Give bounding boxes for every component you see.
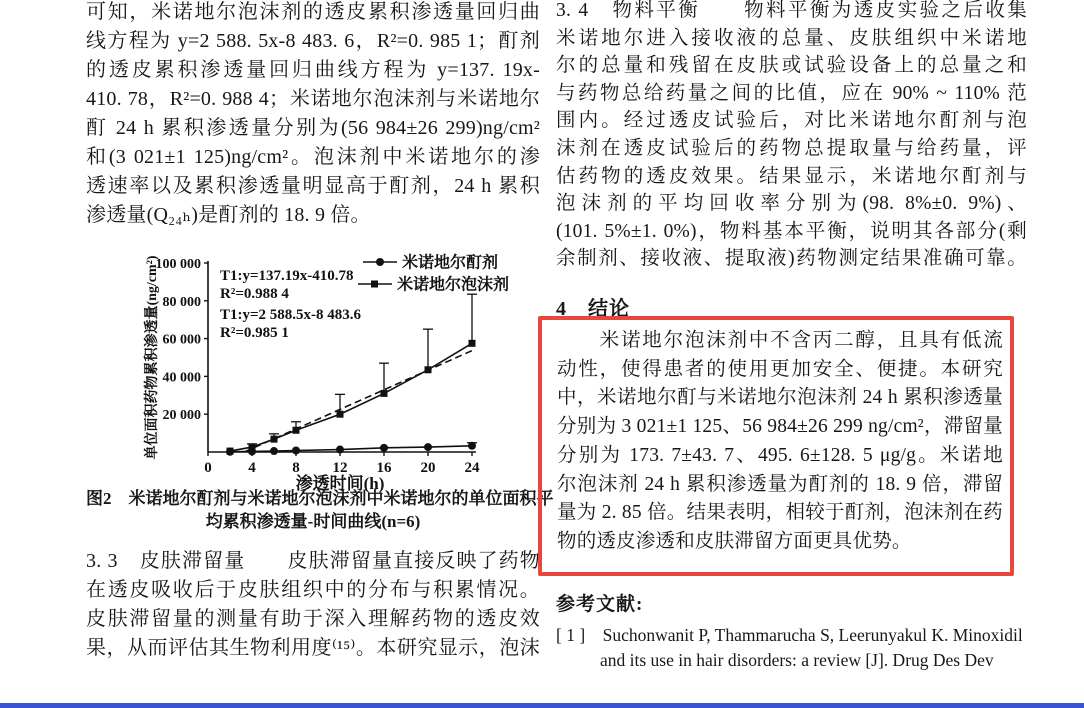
svg-text:0: 0 bbox=[204, 460, 212, 476]
text-line: 透速率以及累积渗透量明显高于酊剂，24 h 累积 bbox=[86, 175, 540, 197]
section-3-3-paragraph bbox=[86, 547, 540, 663]
text-line: 的透皮累积渗透量回归曲线方程为 y=137. 19x- bbox=[86, 59, 540, 81]
bottom-accent-bar bbox=[0, 703, 1084, 708]
text-line: 3. 3 皮肤滞留量 皮肤滞留量直接反映了药物 bbox=[86, 550, 540, 572]
svg-text:8: 8 bbox=[292, 460, 300, 476]
text-line: 米诺地尔泡沫剂中不含丙二醇，且具有低流 bbox=[557, 330, 1003, 351]
reference-item-1 bbox=[556, 623, 1027, 672]
text-line: 估药物的透皮效果。结果显示，米诺地尔酊剂与 bbox=[556, 165, 1027, 187]
text-line: 果，从而评估其生物利用度⁽¹⁵⁾。本研究显示，泡沫 bbox=[86, 637, 540, 659]
svg-text:R²=0.988 4: R²=0.988 4 bbox=[220, 286, 289, 302]
svg-text:T1:y=137.19x-410.78: T1:y=137.19x-410.78 bbox=[220, 268, 354, 284]
conclusion-paragraph bbox=[557, 327, 1003, 557]
text-line: 均累积渗透量-时间曲线(n=6) bbox=[205, 512, 421, 531]
svg-text:米诺地尔泡沫剂: 米诺地尔泡沫剂 bbox=[397, 276, 510, 294]
series-泡沫剂回归线 bbox=[244, 351, 472, 452]
text-line: 图2 米诺地尔酊剂与米诺地尔泡沫剂中米诺地尔的单位面积平 bbox=[86, 489, 554, 508]
svg-text:60 000: 60 000 bbox=[162, 332, 201, 348]
text-line: 尔的总量和残留在皮肤或试验设备上的总量之和 bbox=[556, 55, 1027, 77]
text-line: 物的透皮渗透和皮肤滞留方面更具优势。 bbox=[557, 530, 912, 552]
legend bbox=[358, 253, 509, 294]
text-line: 量为 2. 85 倍。结果表明，相较于酊剂，泡沫剂在药 bbox=[557, 502, 1003, 524]
text-line: [ 1 ] Suchonwanit P, Thammarucha S, Leerunyakul K. Minoxidil bbox=[556, 625, 1023, 645]
text-line: 围内。经过透皮试验后，对比米诺地尔酊剂与泡 bbox=[556, 110, 1027, 132]
figure2-caption bbox=[86, 487, 554, 533]
text-line: 线方程为 y=2 588. 5x-8 483. 6，R²=0. 985 1；酊剂 bbox=[86, 30, 540, 52]
text-line: 和(3 021±1 125)ng/cm²。泡沫剂中米诺地尔的渗 bbox=[86, 146, 540, 168]
references-heading: 参考文献: bbox=[556, 594, 644, 615]
svg-text:40 000: 40 000 bbox=[162, 370, 201, 386]
text-line: 渗透量(Q₂₄ₕ)是酊剂的 18. 9 倍。 bbox=[86, 204, 371, 226]
text-line: 动性，使得患者的使用更加安全、便捷。本研究 bbox=[557, 358, 1003, 380]
svg-text:80 000: 80 000 bbox=[162, 294, 201, 310]
text-line: 沫剂在透皮试验后的药物总提取量与给药量，评 bbox=[556, 137, 1027, 159]
section-4-heading: 4 结论 bbox=[556, 298, 630, 320]
svg-text:T1:y=2 588.5x-8 483.6: T1:y=2 588.5x-8 483.6 bbox=[220, 307, 362, 323]
text-line: 在透皮吸收后于皮肤组织中的分布与积累情况。 bbox=[86, 579, 540, 601]
svg-text:20: 20 bbox=[420, 460, 436, 476]
text-line: 中，米诺地尔酊与米诺地尔泡沫剂 24 h 累积渗透量 bbox=[557, 387, 1003, 409]
text-line: 分别为 173. 7±43. 7、495. 6±128. 5 μg/g。米诺地 bbox=[557, 444, 1003, 466]
text-line: (101. 5%±1. 0%)，物料基本平衡，说明其各部分(剩 bbox=[556, 220, 1027, 242]
text-line: 泡沫剂的平均回收率分别为(98. 8%±0. 9%)、 bbox=[556, 193, 1027, 215]
text-line: 分别为 3 021±1 125、56 984±26 299 ng/cm²，滞留量 bbox=[557, 416, 1003, 438]
paragraph-regression bbox=[86, 0, 540, 230]
svg-text:4: 4 bbox=[248, 460, 256, 476]
text-line: 410. 78，R²=0. 988 4；米诺地尔泡沫剂与米诺地尔 bbox=[86, 88, 540, 110]
text-line: 皮肤滞留量的测量有助于深入理解药物的透皮效 bbox=[86, 608, 540, 630]
text-line: 3. 4 物料平衡 物料平衡为透皮实验之后收集 bbox=[556, 0, 1027, 21]
text-line: and its use in hair disorders: a review [J]. Drug Des Dev bbox=[600, 649, 994, 670]
section-3-4-paragraph bbox=[556, 0, 1027, 273]
text-line: 可知，米诺地尔泡沫剂的透皮累积渗透量回归曲 bbox=[86, 1, 540, 23]
svg-text:24: 24 bbox=[464, 460, 480, 476]
svg-text:渗透时间(h): 渗透时间(h) bbox=[295, 474, 385, 493]
svg-text:单位面积药物累积渗透量(ng/cm²): 单位面积药物累积渗透量(ng/cm²) bbox=[145, 255, 160, 460]
regression-annotations bbox=[220, 268, 362, 341]
text-line: 酊 24 h 累积渗透量分别为(56 984±26 299)ng/cm² bbox=[86, 117, 540, 139]
series-米诺地尔酊剂 bbox=[226, 442, 477, 456]
svg-text:16: 16 bbox=[376, 460, 392, 476]
svg-text:20 000: 20 000 bbox=[162, 408, 201, 424]
text-line: 与药物总给药量之间的比值，应在 90% ~ 110% 范 bbox=[556, 82, 1027, 104]
text-line: 尔泡沫剂 24 h 累积渗透量为酊剂的 18. 9 倍，滞留 bbox=[557, 473, 1003, 495]
svg-text:100 000: 100 000 bbox=[155, 257, 201, 272]
figure2-chart bbox=[120, 246, 524, 494]
svg-text:12: 12 bbox=[332, 460, 348, 476]
svg-text:米诺地尔酊剂: 米诺地尔酊剂 bbox=[402, 254, 499, 272]
svg-text:R²=0.985 1: R²=0.985 1 bbox=[220, 325, 289, 341]
text-line: 米诺地尔进入接收液的总量、皮肤组织中米诺地 bbox=[556, 27, 1027, 49]
text-line: 余制剂、接收液、提取液)药物测定结果准确可靠。 bbox=[556, 248, 1027, 270]
